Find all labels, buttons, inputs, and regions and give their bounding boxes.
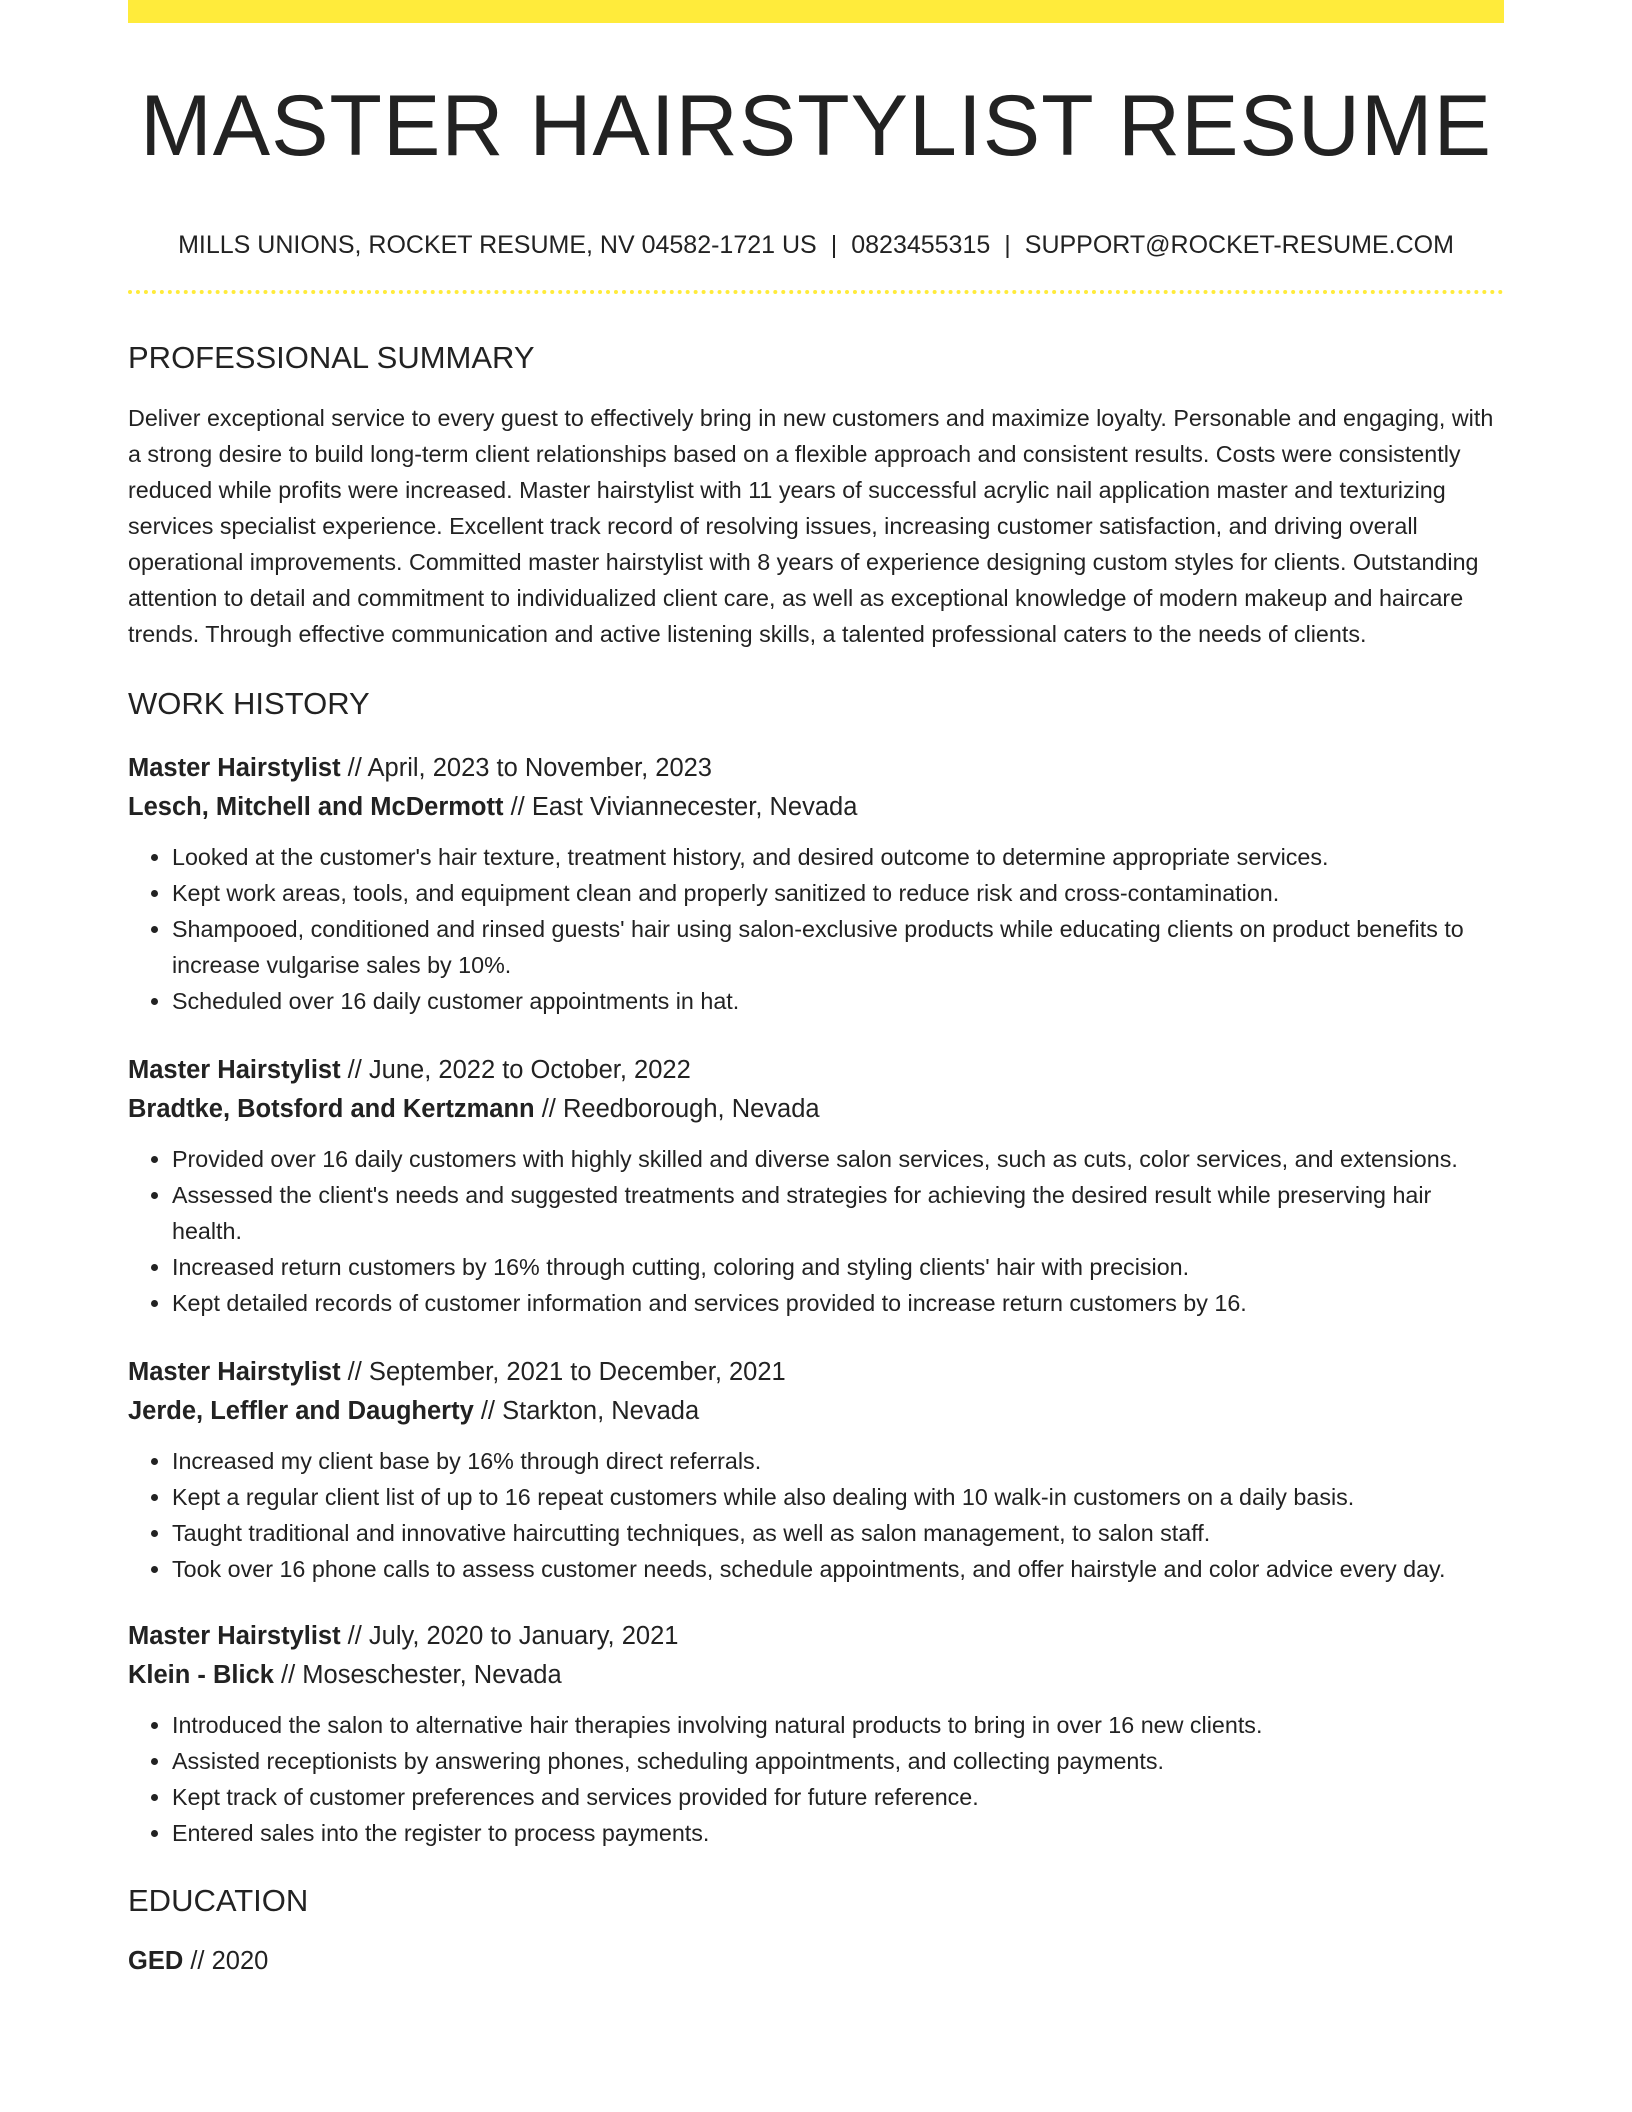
job-bullet: • Entered sales into the register to process payments. [172, 1815, 1504, 1851]
job-bullet: • Took over 16 phone calls to assess customer needs, schedule appointments, and offer hairstyle and color advice every day. [172, 1551, 1504, 1587]
job-bullet: • Kept work areas, tools, and equipment clean and properly sanitized to reduce risk and cross-contamination. [172, 875, 1504, 911]
job-bullet: • Increased my client base by 16% through direct referrals. [172, 1443, 1504, 1479]
contact-separator: | [1004, 231, 1011, 259]
job-role: Master Hairstylist [128, 1358, 341, 1386]
contact-email: SUPPORT@ROCKET-RESUME.COM [1024, 231, 1454, 259]
job-title-line [128, 1051, 1504, 1090]
job-role: Master Hairstylist [128, 754, 341, 782]
job-company: Bradtke, Botsford and Kertzmann [128, 1095, 535, 1123]
education-degree: GED [128, 1947, 184, 1975]
job-dates: // June, 2022 to October, 2022 [340, 1056, 691, 1084]
job-title-line [128, 749, 1504, 788]
summary-heading: PROFESSIONAL SUMMARY [128, 340, 535, 375]
job-bullet: • Provided over 16 daily customers with highly skilled and diverse salon services, such as cuts, color services, and extensions. [172, 1141, 1504, 1177]
jobs-list [128, 749, 1504, 1851]
job-bullet: • Kept a regular client list of up to 16 repeat customers while also dealing with 10 walk-in customers on a daily basis. [172, 1479, 1504, 1515]
job-dates: // September, 2021 to December, 2021 [340, 1358, 786, 1386]
job-bullet: • Kept track of customer preferences and services provided for future reference. [172, 1779, 1504, 1815]
job-bullet: • Shampooed, conditioned and rinsed guests' hair using salon-exclusive products while educating clients on product benefits to increase vulgarise sales by 10%. [172, 911, 1504, 983]
job-company: Jerde, Leffler and Daugherty [128, 1397, 474, 1425]
job-entry [128, 1353, 1504, 1587]
job-bullets [128, 1141, 1504, 1321]
work-history-heading: WORK HISTORY [128, 686, 370, 721]
education-heading: EDUCATION [128, 1883, 309, 1918]
contact-address: MILLS UNIONS, ROCKET RESUME, NV 04582-1721 US [178, 231, 817, 259]
job-entry [128, 1051, 1504, 1321]
resume-title: MASTER HAIRSTYLIST RESUME [140, 78, 1492, 174]
contact-separator: | [830, 231, 838, 259]
job-bullets [128, 1443, 1504, 1587]
contact-phone: 0823455315 [851, 231, 991, 259]
job-location: // Reedborough, Nevada [534, 1095, 820, 1123]
job-location: // Starkton, Nevada [473, 1397, 700, 1425]
job-bullet: • Taught traditional and innovative haircutting techniques, as well as salon management, to salon staff. [172, 1515, 1504, 1551]
accent-bar [128, 0, 1504, 23]
job-bullet: • Kept detailed records of customer information and services provided to increase return customers by 16. [172, 1285, 1504, 1321]
job-company-line [128, 788, 1504, 827]
job-dates: // July, 2020 to January, 2021 [340, 1622, 679, 1650]
job-role: Master Hairstylist [128, 1056, 341, 1084]
job-bullet: • Introduced the salon to alternative hair therapies involving natural products to bring in over 16 new clients. [172, 1707, 1504, 1743]
resume-page [128, 0, 1504, 1981]
job-location: // East Viviannecester, Nevada [503, 793, 858, 821]
job-title-line [128, 1617, 1504, 1656]
job-bullets [128, 839, 1504, 1019]
job-title-line [128, 1353, 1504, 1392]
job-bullet: • Scheduled over 16 daily customer appointments in hat. [172, 983, 1504, 1019]
job-bullet: • Increased return customers by 16% through cutting, coloring and styling clients' hair with precision. [172, 1249, 1504, 1285]
dotted-divider [128, 290, 1504, 294]
job-company-line [128, 1090, 1504, 1129]
job-bullets [128, 1707, 1504, 1851]
job-location: // Moseschester, Nevada [273, 1661, 562, 1689]
education-year: // 2020 [183, 1947, 269, 1975]
job-company: Klein - Blick [128, 1661, 274, 1689]
job-bullet: • Assisted receptionists by answering phones, scheduling appointments, and collecting payments. [172, 1743, 1504, 1779]
job-role: Master Hairstylist [128, 1622, 341, 1650]
job-entry [128, 749, 1504, 1019]
job-bullet: • Assessed the client's needs and suggested treatments and strategies for achieving the desired result while preserving hair health. [172, 1177, 1504, 1249]
summary-text: Deliver exceptional service to every guest to effectively bring in new customers and maximize loyalty. Personable and engaging, with a strong desire to build long-term client relationships based on a flexible approach and consistent results. Costs were consistently reduced while profits were increased. Master hairstylist with 11 years of successful acrylic nail application master and texturizing services specialist experience. Excellent track record of resolving issues, increasing customer satisfaction, and driving overall operational improvements. Committed master hairstylist with 8 years of experience designing custom styles for clients. Outstanding attention to detail and commitment to individualized client care, as well as exceptional knowledge of modern makeup and haircare trends. Through effective communication and active listening skills, a talented professional caters to the needs of clients. [128, 405, 1494, 647]
job-dates: // April, 2023 to November, 2023 [340, 754, 712, 782]
job-entry [128, 1617, 1504, 1851]
job-bullet: • Looked at the customer's hair texture, treatment history, and desired outcome to determine appropriate services. [172, 839, 1504, 875]
job-company: Lesch, Mitchell and McDermott [128, 793, 504, 821]
contact-line [128, 231, 1504, 260]
education-entry [128, 1942, 1504, 1981]
job-company-line [128, 1392, 1504, 1431]
job-company-line [128, 1656, 1504, 1695]
